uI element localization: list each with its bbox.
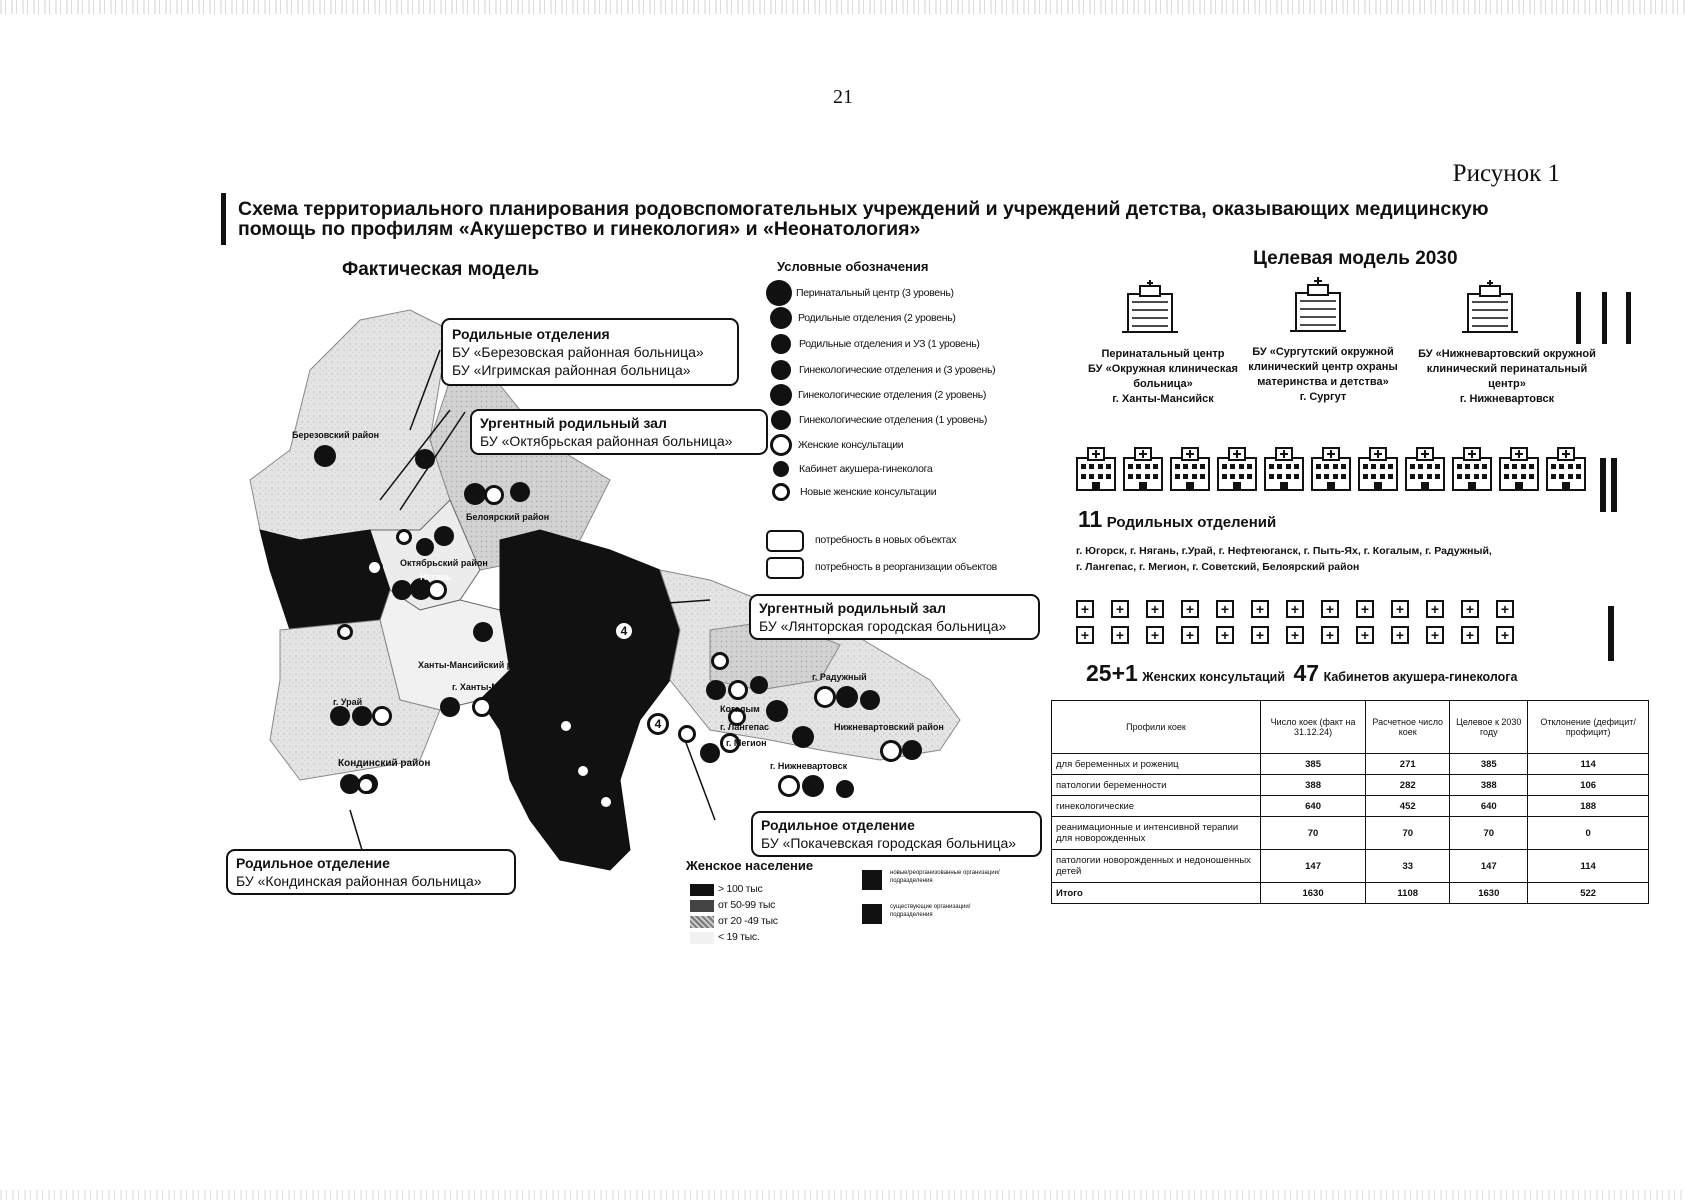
maternity-building-icon — [1168, 444, 1212, 492]
level-bar — [1600, 458, 1606, 512]
legend-box-new — [766, 530, 804, 552]
maternity-building-icon — [1403, 444, 1447, 492]
table-row — [1052, 796, 1649, 817]
org-swatch-existing — [862, 904, 882, 924]
table-cell: реанимационные и интенсивной терапии для новорожденных — [1052, 817, 1261, 850]
org-label-new: новые/реорганизованные организации/подразделения — [890, 870, 1000, 884]
legend-item: Родильные отделения (2 уровень) — [766, 305, 1056, 331]
map-marker-ring — [678, 725, 696, 743]
callout-title: Ургентный родильный зал — [480, 415, 667, 431]
callout-oktyabr — [470, 409, 768, 455]
table-cell: 188 — [1528, 796, 1649, 817]
consultation-plus-icon: + — [1461, 600, 1479, 618]
map-marker-ring — [778, 775, 800, 797]
actual-model-heading: Фактическая модель — [342, 259, 540, 280]
scan-edge-bottom — [0, 1190, 1686, 1200]
consultation-plus-icon: + — [1286, 600, 1304, 618]
legend-symbol-gyn-2 — [770, 384, 792, 406]
map-marker — [860, 690, 880, 710]
map-label-nizhnevartovsk-district: Нижневартовский район — [834, 722, 944, 732]
consultation-plus-icon: + — [1391, 626, 1409, 644]
table-cell: 33 — [1366, 850, 1450, 883]
consult-label: Женских консультаций — [1142, 670, 1286, 684]
table-cell: 1630 — [1261, 883, 1366, 904]
map-marker-ring — [711, 652, 729, 670]
legend-item: Кабинет акушера-гинеколога — [766, 457, 1056, 481]
table-cell: 70 — [1450, 817, 1528, 850]
legend-symbol-maternity-2 — [770, 307, 792, 329]
consultation-row — [1076, 626, 1516, 644]
hospital-building-icon — [1118, 280, 1182, 334]
level-bar — [1608, 606, 1614, 661]
table-cell: 452 — [1366, 796, 1450, 817]
map-marker-ring — [814, 686, 836, 708]
legend-box-reorg-label: потребность в реорганизации объектов — [815, 561, 997, 573]
maternity-building-icon — [1121, 444, 1165, 492]
population-label: < 19 тыс. — [718, 931, 760, 943]
maternity-building-icon — [1544, 444, 1588, 492]
consult-summary — [1086, 660, 1517, 687]
map-label-khanty-district: Ханты-Мансийский район — [418, 660, 534, 670]
consultation-plus-icon: + — [1496, 626, 1514, 644]
population-swatch-20 — [690, 916, 714, 928]
level-bar — [1611, 458, 1617, 512]
map-label-oktyabr: Октябрьский район — [400, 558, 488, 568]
table-row — [1052, 883, 1649, 904]
consultation-plus-icon: + — [1356, 626, 1374, 644]
map-marker — [492, 697, 512, 717]
consultation-grid — [1076, 600, 1516, 652]
map-marker — [706, 680, 726, 700]
callout-pokachi — [751, 811, 1042, 857]
consultation-plus-icon: + — [1146, 626, 1164, 644]
population-swatch-50 — [690, 900, 714, 912]
map-marker — [510, 482, 530, 502]
population-label: от 20 -49 тыс — [718, 915, 778, 927]
table-header-cell: Расчетное число коек — [1366, 701, 1450, 754]
map-marker — [330, 706, 350, 726]
population-swatch-19 — [690, 932, 714, 944]
map-label-khanty-city: г. Ханты-Мансийск — [452, 682, 536, 692]
consultation-plus-icon: + — [1111, 600, 1129, 618]
table-cell: 106 — [1528, 775, 1649, 796]
consultation-plus-icon: + — [1216, 626, 1234, 644]
table-cell: 114 — [1528, 754, 1649, 775]
table-cell: патологии новорожденных и недоношенных детей — [1052, 850, 1261, 883]
table-header-cell: Число коек (факт на 31.12.24) — [1261, 701, 1366, 754]
hospital-building-icon — [1458, 280, 1522, 334]
consultation-plus-icon: + — [1251, 600, 1269, 618]
population-swatch-100 — [690, 884, 714, 896]
consultation-plus-icon: + — [1286, 626, 1304, 644]
beds-table — [1051, 700, 1649, 904]
map-marker — [416, 538, 434, 556]
table-cell: патологии беременности — [1052, 775, 1261, 796]
table-cell: 282 — [1366, 775, 1450, 796]
consultation-plus-icon: + — [1321, 600, 1339, 618]
maternity-building-icon — [1309, 444, 1353, 492]
legend-item: Новые женские консультации — [766, 481, 1056, 503]
maternity-count: 11 — [1078, 506, 1103, 532]
consultation-plus-icon: + — [1076, 626, 1094, 644]
map-marker — [836, 780, 854, 798]
maternity-building-icon — [1074, 444, 1118, 492]
consultation-plus-icon: + — [1076, 600, 1094, 618]
table-header-cell: Отклонение (дефицит/ профицит) — [1528, 701, 1649, 754]
callout-title: Ургентный родильный зал — [759, 600, 946, 616]
callout-line: БУ «Лянторская городская больница» — [759, 618, 1007, 634]
map-marker-ring — [396, 529, 412, 545]
population-label: > 100 тыс — [718, 883, 763, 895]
map-marker-ring — [728, 680, 748, 700]
figure-title: Схема территориального планирования родовспомогательных учреждений и учреждений детства, оказывающих медицинскую помощь по профилям «Акушерство и гинекология» и «Неонатология» — [238, 198, 1489, 240]
population-label: от 50-99 тыс — [718, 899, 776, 911]
title-accent-bar — [221, 193, 226, 245]
map-label-uray: г. Урай — [333, 697, 363, 707]
map-label-megion: г. Мегион — [726, 738, 767, 748]
legend-item: Гинекологические отделения (1 уровень) — [766, 407, 1056, 433]
consultation-plus-icon: + — [1496, 600, 1514, 618]
table-row — [1052, 817, 1649, 850]
target-model-heading: Целевая модель 2030 — [1253, 248, 1458, 269]
map-marker-ring — [366, 559, 383, 576]
center-label-surgut: БУ «Сургутский окружной клинический центр охраны материнства и детства» г. Сургут — [1248, 346, 1398, 403]
map-label-raduzhny: г. Радужный — [812, 672, 867, 682]
table-cell: 1630 — [1450, 883, 1528, 904]
table-row — [1052, 754, 1649, 775]
map-marker-ring — [598, 794, 614, 810]
level-bar — [1626, 292, 1631, 344]
callout-lyantor — [749, 594, 1040, 640]
level-bar — [1602, 292, 1607, 344]
map-label-nyagan: Нягань — [420, 572, 452, 582]
table-header-row — [1052, 701, 1649, 754]
table-cell: 70 — [1366, 817, 1450, 850]
consultation-plus-icon: + — [1181, 626, 1199, 644]
map-region-sovetsky — [260, 530, 390, 630]
consultation-plus-icon: + — [1181, 600, 1199, 618]
legend-item: Родильные отделения и УЗ (1 уровень) — [766, 331, 1056, 357]
maternity-count-label: Родильных отделений — [1106, 514, 1277, 531]
callout-line: БУ «Покачевская городская больница» — [761, 835, 1017, 851]
map-number-marker: 4 — [613, 620, 635, 642]
callout-line: БУ «Игримская районная больница» — [452, 362, 691, 378]
legend-symbol-cabinet — [773, 461, 789, 477]
legend-symbol-perinatal — [766, 280, 792, 306]
callout-title: Родильные отделения — [452, 326, 610, 342]
map-marker — [902, 740, 922, 760]
map-label-kogalym: Когалым — [720, 704, 760, 714]
legend-box-new-label: потребность в новых объектах — [815, 534, 957, 546]
table-cell: 271 — [1366, 754, 1450, 775]
consultation-plus-icon: + — [1426, 600, 1444, 618]
map-region-berezovo — [250, 310, 450, 540]
table-row — [1052, 775, 1649, 796]
consultation-plus-icon: + — [1251, 626, 1269, 644]
maternity-building-icon — [1215, 444, 1259, 492]
map-marker-ring — [558, 718, 574, 734]
table-cell: Итого — [1052, 883, 1261, 904]
map-marker — [473, 622, 493, 642]
consultation-plus-icon: + — [1356, 600, 1374, 618]
page-number: 21 — [833, 86, 853, 108]
table-cell: 147 — [1261, 850, 1366, 883]
consultation-plus-icon: + — [1426, 626, 1444, 644]
callout-kondinsk — [226, 849, 516, 895]
callout-berezovo — [441, 318, 739, 386]
maternity-building-icon — [1262, 444, 1306, 492]
maternity-building-icon — [1450, 444, 1494, 492]
map-number-marker: 4 — [647, 713, 669, 735]
maternity-summary — [1078, 506, 1276, 533]
map-marker-ring — [357, 776, 375, 794]
org-label-existing: существующие организации/подразделения — [890, 904, 971, 918]
map-label-kondinsk: Кондинский район — [338, 758, 431, 769]
consultation-plus-icon: + — [1111, 626, 1129, 644]
consultation-plus-icon: + — [1391, 600, 1409, 618]
legend-symbol-maternity-1 — [771, 334, 791, 354]
table-header-cell: Профили коек — [1052, 701, 1261, 754]
table-cell: 114 — [1528, 850, 1649, 883]
map-label-langepas: г. Лангепас — [720, 722, 770, 732]
consultation-plus-icon: + — [1146, 600, 1164, 618]
map-marker — [766, 700, 788, 722]
map-marker — [836, 686, 858, 708]
map-marker — [750, 676, 768, 694]
table-cell: 0 — [1528, 817, 1649, 850]
legend-box-reorg — [766, 557, 804, 579]
map-marker-ring — [484, 485, 504, 505]
legend-symbol-new-consult — [772, 483, 790, 501]
consultation-row — [1076, 600, 1516, 618]
table-cell: 385 — [1261, 754, 1366, 775]
population-legend-title: Женское население — [686, 858, 814, 873]
level-bar — [1576, 292, 1581, 344]
table-cell: для беременных и рожениц — [1052, 754, 1261, 775]
table-cell: 522 — [1528, 883, 1649, 904]
table-cell: 640 — [1261, 796, 1366, 817]
maternity-building-icon — [1356, 444, 1400, 492]
map-label-beloyarsk: Белоярский район — [466, 512, 550, 522]
legend — [766, 281, 1056, 503]
map-marker-ring — [880, 740, 902, 762]
table-header-cell: Целевое к 2030 году — [1450, 701, 1528, 754]
table-cell: 388 — [1450, 775, 1528, 796]
callout-title: Родильное отделение — [236, 855, 390, 871]
cabinet-label: Кабинетов акушера-гинеколога — [1323, 670, 1518, 684]
consultation-plus-icon: + — [1321, 626, 1339, 644]
map-marker-ring — [337, 624, 353, 640]
scan-edge-top — [0, 0, 1686, 14]
map-marker — [434, 526, 454, 546]
legend-item: Женские консультации — [766, 433, 1056, 457]
map-marker — [314, 445, 336, 467]
map-marker — [392, 580, 412, 600]
map-marker — [440, 697, 460, 717]
legend-symbol-consult — [770, 434, 792, 456]
maternity-buildings-row — [1074, 444, 1590, 492]
legend-item: Гинекологические отделения (2 уровень) — [766, 383, 1056, 407]
legend-item: Гинекологические отделения и (3 уровень) — [766, 357, 1056, 383]
hospital-building-icon — [1286, 277, 1350, 333]
table-cell: 1108 — [1366, 883, 1450, 904]
org-swatch-new — [862, 870, 882, 890]
table-cell: 388 — [1261, 775, 1366, 796]
consultation-plus-icon: + — [1216, 600, 1234, 618]
maternity-cities: г. Югорск, г. Нягань, г.Урай, г. Нефтеюганск, г. Пыть-Ях, г. Когалым, г. Радужный, г. Лангепас, г. Мегион, г. Советский, Белоярский район — [1076, 545, 1492, 573]
map-marker-ring — [427, 580, 447, 600]
map-marker — [700, 743, 720, 763]
table-cell: 385 — [1450, 754, 1528, 775]
map-label-berezovo: Березовский район — [292, 430, 380, 440]
map-marker — [464, 483, 486, 505]
legend-symbol-gyn-1 — [771, 410, 791, 430]
callout-line: БУ «Березовская районная больница» — [452, 344, 704, 360]
table-cell: 70 — [1261, 817, 1366, 850]
callout-line: БУ «Октябрьская районная больница» — [480, 433, 733, 449]
table-cell: 640 — [1450, 796, 1528, 817]
cabinet-count: 47 — [1293, 660, 1320, 686]
table-cell: 147 — [1450, 850, 1528, 883]
table-row — [1052, 850, 1649, 883]
consult-count: 25+1 — [1086, 660, 1138, 686]
legend-title: Условные обозначения — [777, 259, 929, 274]
map-marker — [792, 726, 814, 748]
center-label-nizhnevartovsk: БУ «Нижневартовский окружной клинический перинатальный центр» г. Нижневартовск — [1418, 348, 1596, 405]
callout-title: Родильное отделение — [761, 817, 915, 833]
center-label-khanty: Перинатальный центр БУ «Окружная клиническая больница» г. Ханты-Мансийск — [1088, 348, 1238, 405]
map-marker — [352, 706, 372, 726]
map-marker — [415, 449, 435, 469]
consultation-plus-icon: + — [1461, 626, 1479, 644]
maternity-building-icon — [1497, 444, 1541, 492]
map-marker-ring — [575, 763, 591, 779]
callout-line: БУ «Кондинская районная больница» — [236, 873, 482, 889]
table-cell: гинекологические — [1052, 796, 1261, 817]
legend-item: Перинатальный центр (3 уровень) — [766, 281, 1056, 305]
map-marker-ring — [372, 706, 392, 726]
map-marker-ring — [472, 697, 492, 717]
map-marker — [802, 775, 824, 797]
legend-symbol-gyn-3 — [771, 360, 791, 380]
figure-label: Рисунок 1 — [1452, 160, 1560, 187]
map-label-nizhnevartovsk-city: г. Нижневартовск — [770, 761, 848, 771]
